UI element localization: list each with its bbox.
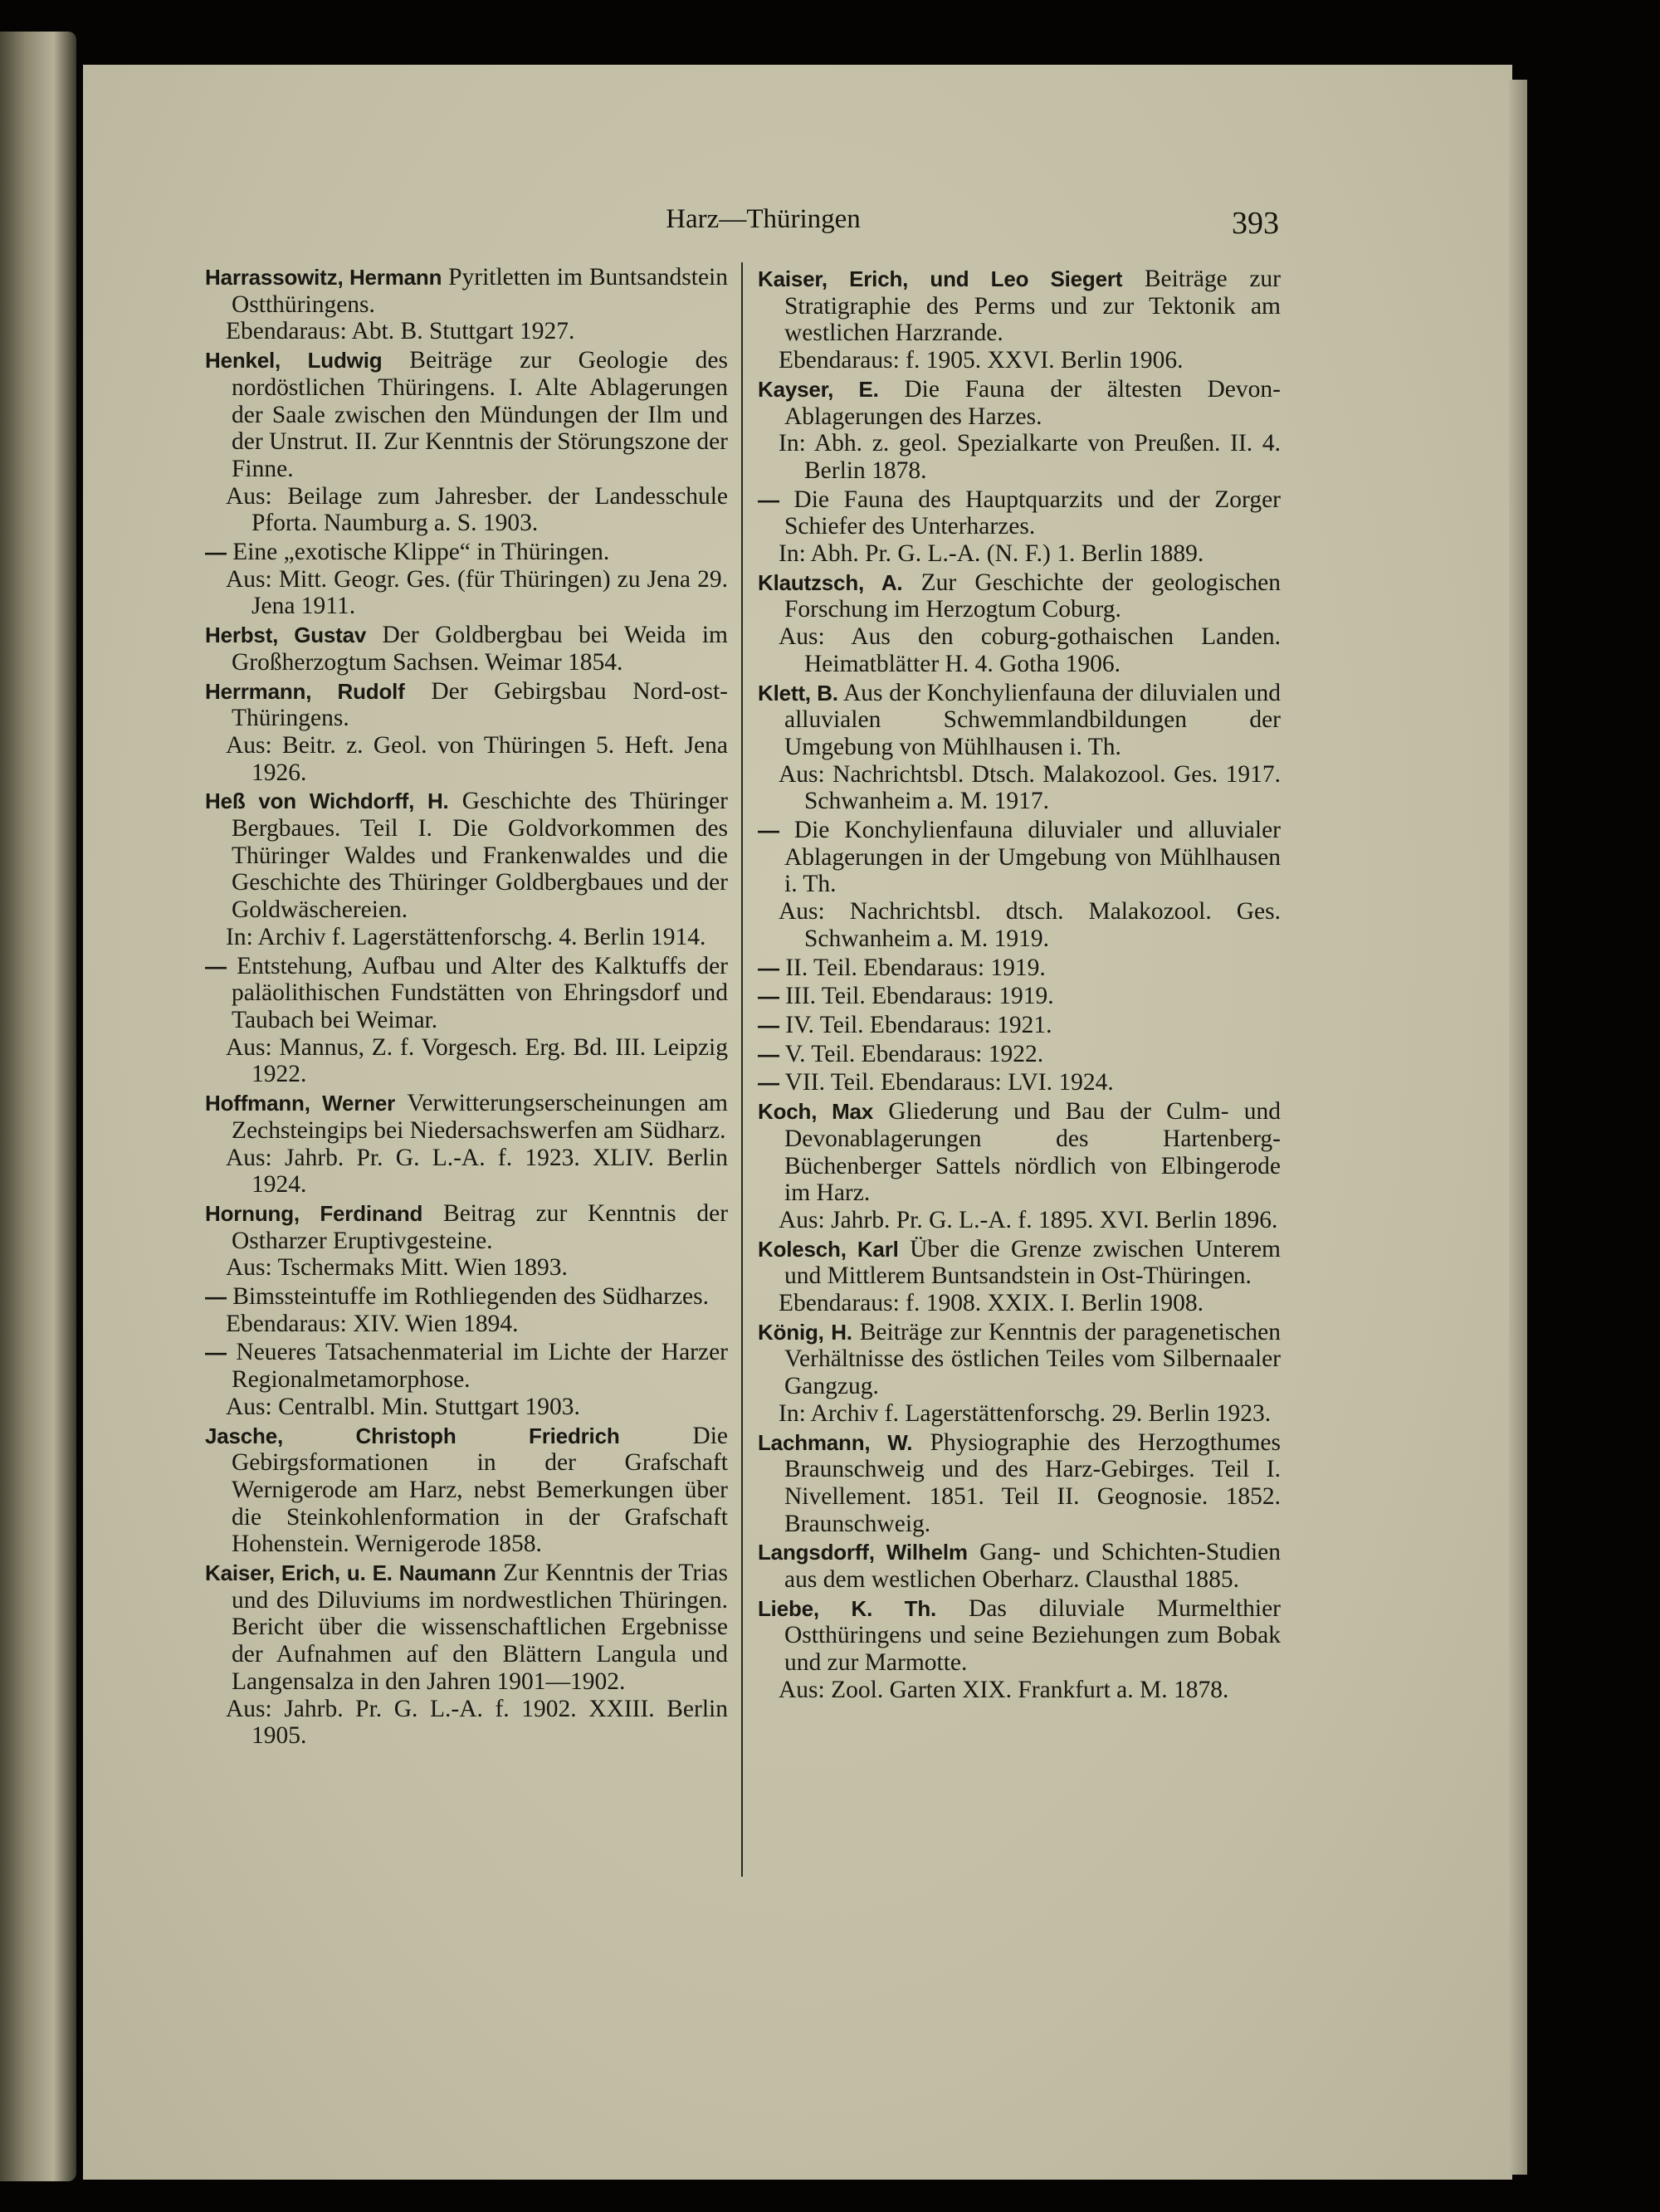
left-column [205, 264, 728, 1751]
entry-source: Ebendaraus: f. 1905. XXVI. Berlin 1906. [779, 347, 1184, 374]
entry-source: Aus: Jahrb. Pr. G. L.-A. f. 1923. XLIV. Berlin 1924. [226, 1144, 728, 1199]
entry-main-line [758, 983, 1281, 1010]
entry-author: König, H. [758, 1319, 852, 1345]
column-divider [741, 262, 743, 1877]
entry-title: Das diluviale Murmelthier Ostthüringens und seine Beziehungen zum Bobak und zur Marmotte. [784, 1594, 1281, 1677]
entry-author: Klett, B. [758, 680, 838, 706]
entry-author: Kayser, E. [758, 376, 879, 402]
entry-source: Ebendaraus: f. 1908. XXIX. I. Berlin 1908. [779, 1290, 1204, 1317]
entry-main-line [758, 569, 1281, 623]
entry-main-line [205, 347, 728, 483]
entry-title: Die Gebirgsformationen in der Grafschaft Wernigerode am Harz, nebst Bemerkungen über die Steinkohlenformation in der Grafschaft Hohenstein. Wernigerode 1858. [232, 1422, 729, 1558]
entry-title: Bimssteintuffe im Rothliegenden des Südharzes. [232, 1283, 709, 1311]
bibliography-entry [758, 983, 1281, 1010]
bibliography-entry [205, 1339, 728, 1420]
entry-main-line [758, 1041, 1281, 1068]
page-number: 393 [1232, 206, 1279, 241]
entry-source: Aus: Beilage zum Jahresber. der Landesschule Pforta. Naumburg a. S. 1903. [226, 482, 728, 537]
entry-title: III. Teil. Ebendaraus: 1919. [785, 983, 1054, 1010]
entry-main-line [205, 788, 728, 924]
entry-author: Klautzsch, A. [758, 569, 903, 595]
entry-author: Heß von Wichdorff, H. [205, 789, 449, 814]
facing-page-edge [0, 32, 76, 2181]
entry-author: Herbst, Gustav [205, 623, 367, 648]
entry-source: In: Archiv f. Lagerstättenforschg. 29. Berlin 1923. [779, 1399, 1272, 1427]
entry-main-line [205, 539, 728, 566]
entry-main-line [205, 1200, 728, 1254]
entry-author: Lachmann, W. [758, 1429, 913, 1455]
bibliography-entry [758, 569, 1281, 678]
entry-title: Die Fauna der ältesten Devon-Ablagerungen des Harzes. [784, 375, 1281, 430]
entry-source: Aus: Aus den coburg-gothaischen Landen. Heimatblätter H. 4. Gotha 1906. [779, 623, 1281, 677]
entry-title: Gang- und Schichten-Studien aus dem westlichen Oberharz. Clausthal 1885. [784, 1539, 1281, 1594]
entry-main-line [758, 817, 1281, 898]
entry-main-line [205, 1090, 728, 1144]
bibliography-entry [758, 817, 1281, 953]
entry-main-line [758, 1595, 1281, 1677]
entry-title: Beiträge zur Kenntnis der paragenetischen Verhältnisse des östlichen Teiles vom Silbernaaler Gangzug. [784, 1318, 1282, 1400]
bibliography-entry [758, 1539, 1281, 1593]
entry-main-line [205, 678, 728, 732]
bibliography-entry [758, 680, 1281, 816]
entry-main-line [758, 1539, 1281, 1593]
bibliography-entry [758, 1429, 1281, 1538]
entry-source: Aus: Nachrichtsbl. Dtsch. Malakozool. Ges. 1917. Schwanheim a. M. 1917. [779, 760, 1281, 815]
bibliography-entry [758, 376, 1281, 485]
entry-title: Zur Kenntnis der Trias und des Diluviums im nordwestlichen Thüringen. Bericht über die wissenschaftlichen Ergebnisse der Aufnahmen auf den Blättern Langula und Langensalza in den Jahren 1901—1902. [232, 1560, 729, 1695]
entry-main-line [758, 1429, 1281, 1538]
entry-author: Liebe, K. Th. [758, 1595, 937, 1621]
entry-main-line [758, 680, 1281, 761]
entry-author: — [205, 1284, 227, 1310]
entry-main-line [758, 1098, 1281, 1207]
entry-title: Physiographie des Herzogthumes Braunschweig und des Harz-Gebirges. Teil I. Nivellement. 1851. Teil II. Geognosie. 1852. Braunschweig. [784, 1428, 1281, 1537]
entry-source: Aus: Nachrichtsbl. dtsch. Malakozool. Ges. Schwanheim a. M. 1919. [779, 898, 1281, 952]
bibliography-entry [758, 1236, 1281, 1317]
entry-title: Geschichte des Thüringer Bergbaues. Teil I. Die Goldvorkommen des Thüringer Waldes und Frankenwaldes und die Geschichte des Thüringer Goldbergbaues und der Goldwäschereien. [232, 788, 728, 924]
bibliography-entry [205, 264, 728, 345]
entry-source: Aus: Centralbl. Min. Stuttgart 1903. [226, 1393, 580, 1420]
entry-title: Entstehung, Aufbau und Alter des Kalktuffs der paläolithischen Fundstätten von Ehringsdorf und Taubach bei Weimar. [232, 952, 728, 1033]
bibliography-entry [205, 1090, 728, 1199]
entry-source: Aus: Jahrb. Pr. G. L.-A. f. 1895. XVI. Berlin 1896. [779, 1206, 1278, 1233]
entry-source: Ebendaraus: Abt. B. Stuttgart 1927. [226, 318, 575, 345]
entry-title: VII. Teil. Ebendaraus: LVI. 1924. [784, 1069, 1114, 1096]
entry-source: Aus: Mannus, Z. f. Vorgesch. Erg. Bd. III. Leipzig 1922. [226, 1033, 728, 1088]
entry-author: Hoffmann, Werner [205, 1091, 396, 1116]
entry-author: — [758, 955, 779, 980]
entry-main-line [758, 376, 1281, 430]
entry-main-line [205, 953, 728, 1034]
entry-author: Henkel, Ludwig [205, 348, 383, 374]
entry-source: Aus: Jahrb. Pr. G. L.-A. f. 1902. XXIII. Berlin 1905. [226, 1695, 728, 1750]
entry-main-line [758, 1012, 1281, 1039]
entry-main-line [205, 1423, 728, 1559]
right-column [758, 266, 1281, 1706]
entry-main-line [758, 955, 1281, 982]
entry-author: — [758, 1012, 779, 1038]
entry-source: Aus: Zool. Garten XIX. Frankfurt a. M. 1878. [779, 1676, 1229, 1703]
entry-main-line [758, 1236, 1281, 1290]
entry-author: Jasche, Christoph Friedrich [205, 1423, 620, 1448]
entry-author: — [758, 984, 779, 1009]
entry-title: Der Gebirgsbau Nord-ost-Thüringens. [232, 677, 728, 732]
entry-title: Beitrag zur Kenntnis der Ostharzer Eruptivgesteine. [232, 1199, 729, 1254]
bibliography-entry [758, 486, 1281, 568]
entry-title: Verwitterungserscheinungen am Zechsteingips bei Niedersachswerfen am Südharz. [232, 1090, 729, 1144]
bibliography-entry [758, 1069, 1281, 1096]
entry-main-line [205, 1560, 728, 1696]
entry-source: Aus: Beitr. z. Geol. von Thüringen 5. Heft. Jena 1926. [226, 731, 728, 786]
bibliography-entry [758, 1012, 1281, 1039]
entry-title: Aus der Konchylienfauna der diluvialen und alluvialen Schwemmlandbildungen der Umgebung von Mühlhausen i. Th. [784, 679, 1281, 760]
bibliography-entry [205, 347, 728, 537]
entry-main-line [758, 266, 1281, 347]
entry-source: In: Abh. z. geol. Spezialkarte von Preußen. II. 4. Berlin 1878. [779, 430, 1281, 484]
entry-title: Eine „exotische Klippe“ in Thüringen. [232, 539, 610, 566]
entry-title: Die Fauna des Hauptquarzits und der Zorger Schiefer des Unterharzes. [784, 486, 1281, 540]
entry-source: Aus: Tschermaks Mitt. Wien 1893. [226, 1254, 568, 1282]
entry-title: Gliederung und Bau der Culm- und Devonablagerungen des Hartenberg-Büchenberger Sattels nördlich von Elbingerode im Harz. [784, 1098, 1281, 1207]
entry-source: Ebendaraus: XIV. Wien 1894. [226, 1310, 519, 1337]
entry-author: Koch, Max [758, 1099, 874, 1125]
entry-title: Neueres Tatsachenmaterial im Lichte der Harzer Regionalmetamorphose. [232, 1339, 728, 1394]
entry-author: — [758, 1041, 779, 1067]
running-header: Harz—Thüringen [666, 204, 861, 234]
bibliography-entry [205, 539, 728, 620]
entry-source: Aus: Mitt. Geogr. Ges. (für Thüringen) zu Jena 29. Jena 1911. [226, 565, 728, 620]
bibliography-entry [205, 788, 728, 950]
entry-author: — [758, 486, 779, 512]
entry-main-line [205, 1283, 728, 1311]
entry-title: IV. Teil. Ebendaraus: 1921. [785, 1011, 1052, 1038]
entry-title: Beiträge zur Geologie des nordöstlichen Thüringens. I. Alte Ablagerungen der Saale zwischen den Mündungen der Ilm und der Unstrut. II. Zur Kenntnis der Störungszone der Finne. [232, 347, 729, 482]
bibliography-entry [205, 1283, 728, 1337]
bibliography-entry [205, 1423, 728, 1559]
entry-source: In: Archiv f. Lagerstättenforschg. 4. Berlin 1914. [226, 923, 706, 950]
entry-author: — [758, 1070, 779, 1096]
bibliography-entry [205, 1200, 728, 1282]
entry-main-line [758, 486, 1281, 540]
entry-main-line [205, 622, 728, 676]
page-edge-shadow [1509, 80, 1527, 2175]
entry-source: In: Abh. Pr. G. L.-A. (N. F.) 1. Berlin 1889. [779, 540, 1204, 568]
entry-title: Über die Grenze zwischen Unterem und Mittlerem Buntsandstein in Ost-Thüringen. [784, 1235, 1282, 1290]
entry-title: Die Konchylienfauna diluvialer und alluvialer Ablagerungen in der Umgebung von Mühlhausen i. Th. [784, 817, 1281, 898]
entry-title: V. Teil. Ebendaraus: 1922. [784, 1040, 1044, 1067]
entry-main-line [758, 1069, 1281, 1096]
entry-title: II. Teil. Ebendaraus: 1919. [785, 954, 1046, 981]
entry-title: Beiträge zur Stratigraphie des Perms und zur Tektonik am westlichen Harzrande. [784, 266, 1281, 347]
entry-title: Zur Geschichte der geologischen Forschung im Herzogtum Coburg. [784, 569, 1282, 623]
entry-author: Kaiser, Erich, u. E. Naumann [205, 1560, 496, 1586]
bibliography-entry [205, 678, 728, 787]
entry-author: Hornung, Ferdinand [205, 1200, 423, 1226]
entry-author: Harrassowitz, Hermann [205, 265, 442, 290]
entry-author: Kaiser, Erich, und Leo Siegert [758, 266, 1123, 291]
entry-author: — [205, 953, 227, 979]
bibliography-entry [758, 1595, 1281, 1704]
entry-main-line [758, 1319, 1281, 1400]
entry-author: Langsdorff, Wilhelm [758, 1540, 968, 1565]
entry-author: — [205, 1340, 227, 1365]
bibliography-entry [758, 1098, 1281, 1234]
entry-author: — [205, 540, 227, 565]
entry-author: Kolesch, Karl [758, 1236, 899, 1262]
entry-title: Der Goldbergbau bei Weida im Großherzogtum Sachsen. Weimar 1854. [232, 622, 728, 676]
bibliography-entry [205, 953, 728, 1089]
bibliography-entry [205, 1560, 728, 1750]
bibliography-entry [758, 955, 1281, 982]
entry-title: Pyritletten im Buntsandstein Ostthüringens. [232, 264, 728, 318]
entry-author: Herrmann, Rudolf [205, 678, 405, 704]
bibliography-entry [758, 1041, 1281, 1068]
entry-author: — [758, 818, 779, 843]
bibliography-entry [758, 266, 1281, 374]
entry-main-line [205, 1339, 728, 1393]
bibliography-entry [758, 1319, 1281, 1428]
entry-main-line [205, 264, 728, 318]
bibliography-entry [205, 622, 728, 676]
